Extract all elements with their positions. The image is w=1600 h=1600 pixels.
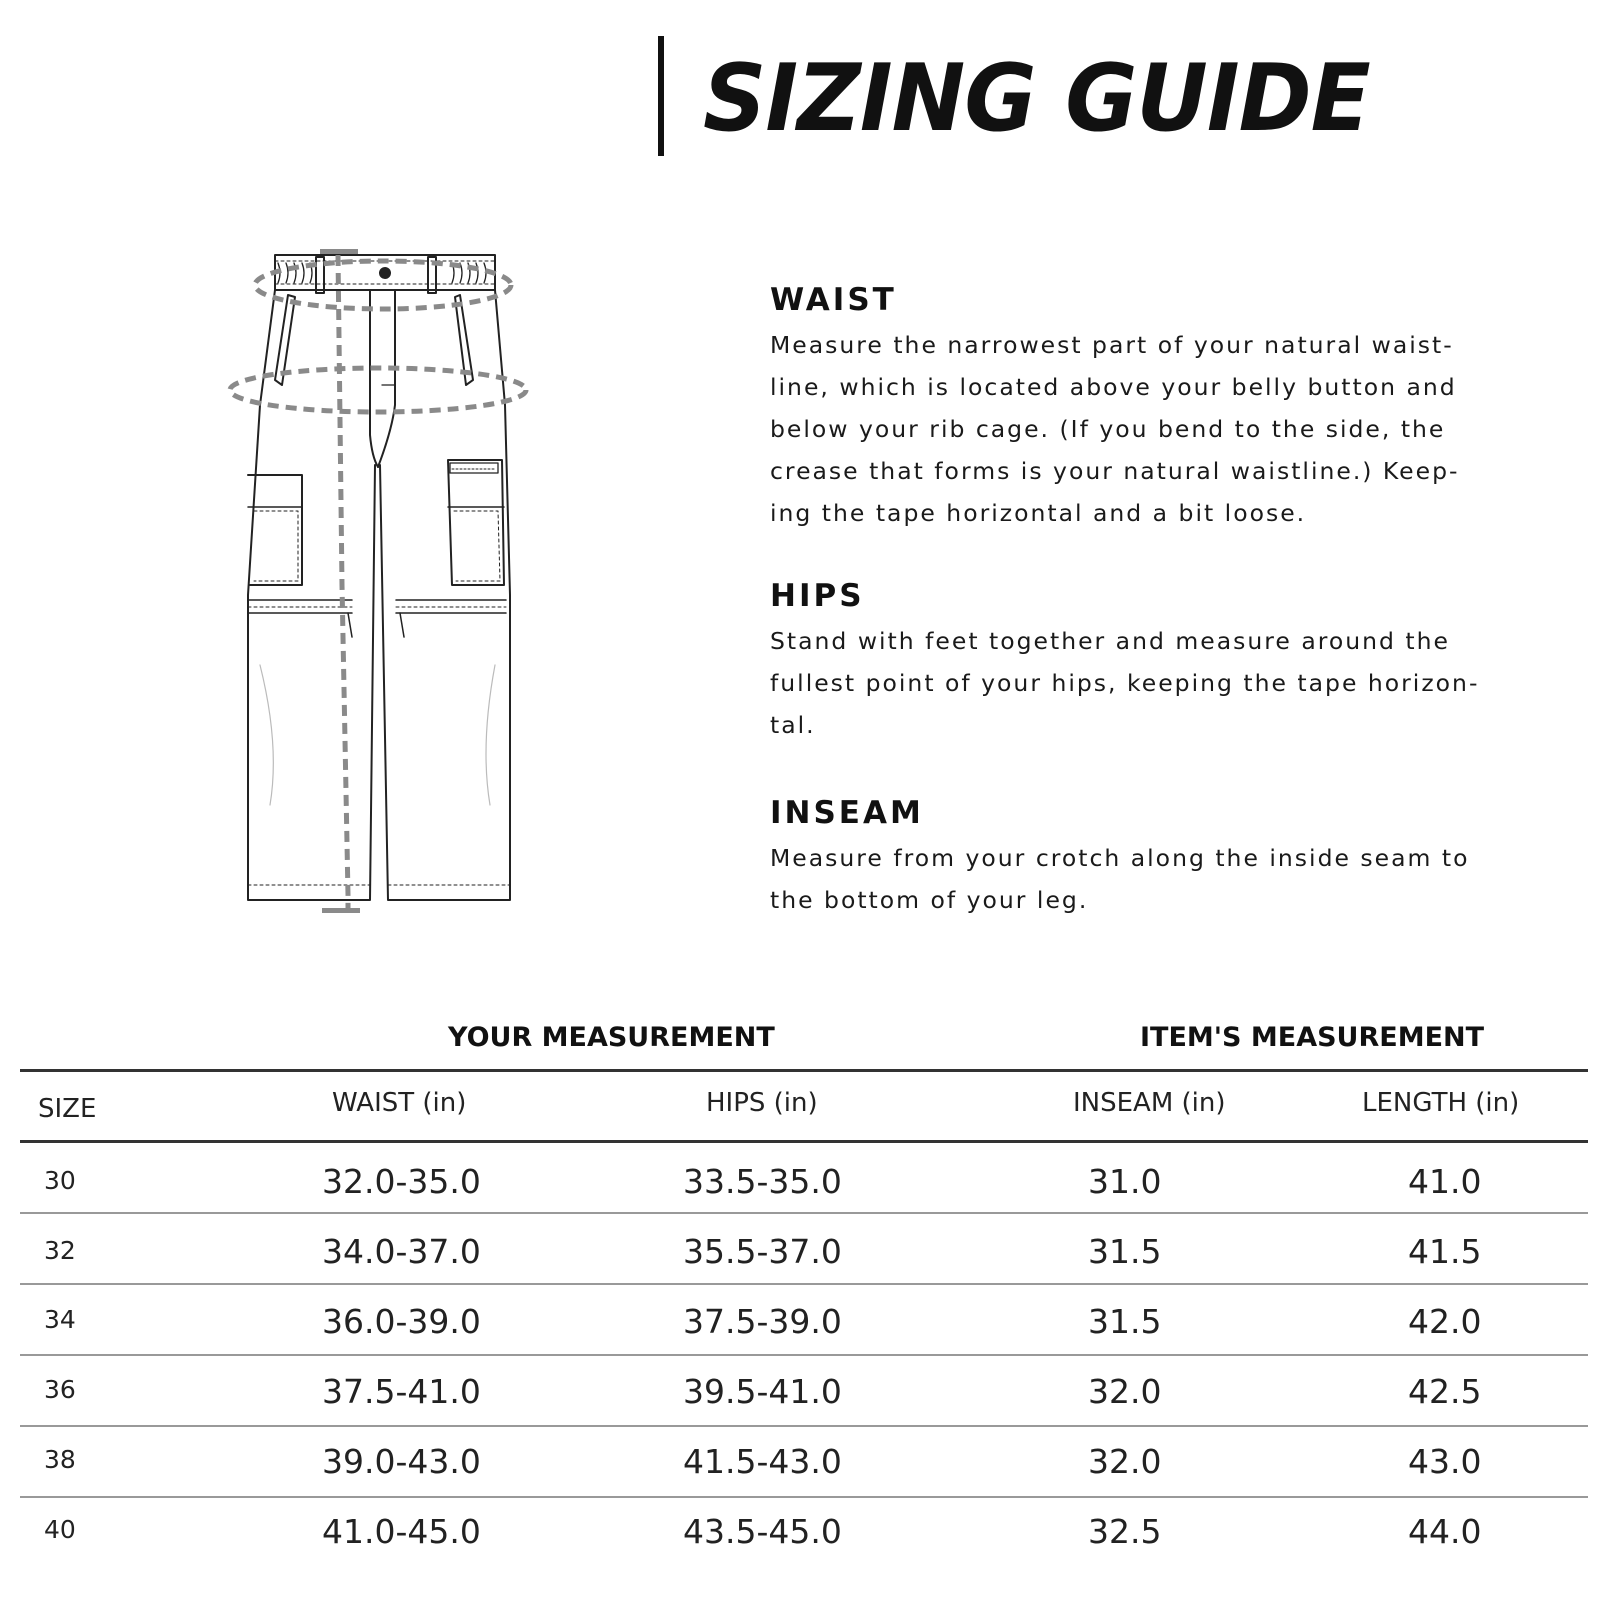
items-measurement-header: ITEM'S MEASUREMENT — [1140, 1022, 1485, 1053]
table-cell-inseam: 31.0 — [1088, 1162, 1162, 1201]
inseam-heading: INSEAM — [770, 795, 924, 831]
inseam-section — [770, 795, 1500, 921]
table-row-divider — [20, 1496, 1588, 1498]
table-header-rule — [20, 1140, 1588, 1143]
table-row-divider — [20, 1283, 1588, 1285]
table-cell-inseam: 32.0 — [1088, 1442, 1162, 1481]
table-cell-hips: 41.5-43.0 — [683, 1442, 842, 1481]
table-cell-inseam: 31.5 — [1088, 1302, 1162, 1341]
table-cell-hips: 33.5-35.0 — [683, 1162, 842, 1201]
table-row-divider — [20, 1212, 1588, 1214]
hips-description: Stand with feet together and measure around the fullest point of your hips, keeping the tape horizon- tal. — [770, 627, 1480, 739]
page-title: SIZING GUIDE — [703, 44, 1370, 153]
hips-heading: HIPS — [770, 578, 865, 614]
table-cell-length: 44.0 — [1408, 1512, 1482, 1551]
column-header-waist: WAIST (in) — [332, 1088, 467, 1118]
table-cell-size: 40 — [44, 1515, 76, 1544]
table-cell-waist: 41.0-45.0 — [322, 1512, 481, 1551]
table-cell-waist: 39.0-43.0 — [322, 1442, 481, 1481]
waist-description: Measure the narrowest part of your natural waist- line, which is located above your belly button and below your rib cage. (If you bend to the side, the crease that forms is your natural waistline.) Keep- ing the tape horizontal and a bit loose. — [770, 331, 1460, 527]
column-header-size: SIZE — [38, 1094, 97, 1124]
your-measurement-header: YOUR MEASUREMENT — [448, 1022, 775, 1053]
table-cell-waist: 34.0-37.0 — [322, 1232, 481, 1271]
table-row-divider — [20, 1354, 1588, 1356]
table-cell-inseam: 32.5 — [1088, 1512, 1162, 1551]
table-cell-length: 42.0 — [1408, 1302, 1482, 1341]
table-cell-length: 41.5 — [1408, 1232, 1482, 1271]
table-top-rule — [20, 1069, 1588, 1072]
table-cell-size: 38 — [44, 1445, 76, 1474]
table-cell-hips: 43.5-45.0 — [683, 1512, 842, 1551]
table-cell-size: 34 — [44, 1305, 76, 1334]
table-cell-waist: 37.5-41.0 — [322, 1372, 481, 1411]
column-header-length: LENGTH (in) — [1362, 1088, 1520, 1118]
cargo-pants-illustration — [220, 245, 550, 945]
column-header-inseam: INSEAM (in) — [1073, 1088, 1226, 1118]
inseam-description: Measure from your crotch along the inside seam to the bottom of your leg. — [770, 844, 1470, 914]
waist-heading: WAIST — [770, 282, 897, 318]
table-cell-length: 42.5 — [1408, 1372, 1482, 1411]
table-cell-length: 41.0 — [1408, 1162, 1482, 1201]
waist-section — [770, 282, 1500, 534]
title-divider — [658, 36, 664, 156]
table-cell-hips: 39.5-41.0 — [683, 1372, 842, 1411]
table-cell-waist: 36.0-39.0 — [322, 1302, 481, 1341]
hips-section — [770, 578, 1500, 746]
table-cell-size: 36 — [44, 1375, 76, 1404]
table-cell-hips: 37.5-39.0 — [683, 1302, 842, 1341]
table-row-divider — [20, 1425, 1588, 1427]
column-header-hips: HIPS (in) — [706, 1088, 818, 1118]
table-cell-hips: 35.5-37.0 — [683, 1232, 842, 1271]
table-cell-length: 43.0 — [1408, 1442, 1482, 1481]
table-cell-waist: 32.0-35.0 — [322, 1162, 481, 1201]
table-cell-inseam: 31.5 — [1088, 1232, 1162, 1271]
table-cell-size: 30 — [44, 1166, 76, 1195]
table-cell-size: 32 — [44, 1236, 76, 1265]
table-cell-inseam: 32.0 — [1088, 1372, 1162, 1411]
